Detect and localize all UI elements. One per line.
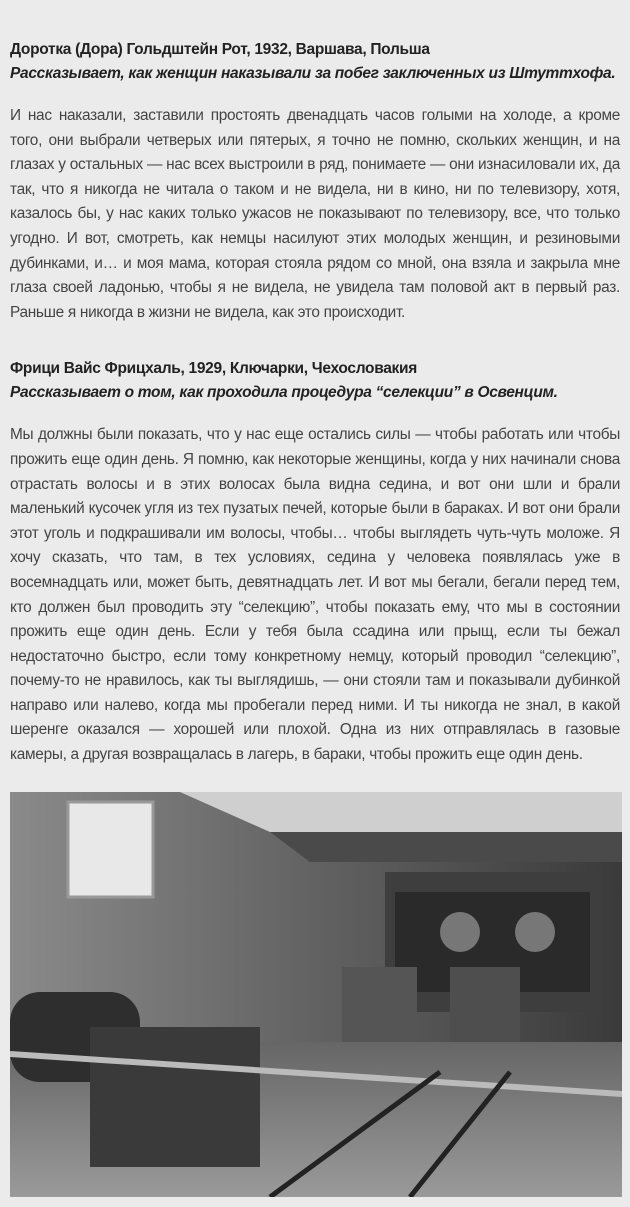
testimony-name: Доротка (Дора) Гольдштейн Рот, 1932, Варшава, Польша xyxy=(10,41,430,58)
testimony-name: Фрици Вайс Фрицхаль, 1929, Ключарки, Чехословакия xyxy=(10,360,417,378)
testimony-text: Мы должны были показать, что у нас еще остались силы — чтобы работать или чтобы прожить еще один день. Я помню, как некоторые женщины, когда у них начинали снова отрастать волосы и в этих волосах была видна седина, и вот они шли и брали маленький кусочек угля из тех пузатых печей, которые были в бараках. И вот они брали этот уголь и подкрашивали им волосы, чтобы… чтобы выглядеть чуть-чуть моложе. Я хочу сказать, что там, в тех условиях, седина у человека появлялась уже в восемнадцать или, может быть, девятнадцать лет. И вот мы бегали, бегали перед тем, кто должен был проводить эту “селекцию”, чтобы показать ему, что мы в состоянии прожить еще один день. Если у тебя была ссадина или прыщ, если ты бежал недостаточно быстро, если тому конкретному немцу, который проводил “селекцию”, почему-то не нравилось, как ты выглядишь, — они стояли там и показывали дубинкой направо или налево, когда мы пробегали перед ними. И ты никогда не знал, в какой шеренге оказался — хорошей или плохой. Одна из них отправлялась в газовые камеры, а другая возвращалась в лагерь, в бараки, чтобы прожить еще один день. xyxy=(10,426,620,764)
testimony-subtitle: Рассказывает о том, как проходила процедура “селекции” в Освенцим. xyxy=(10,384,558,402)
crematorium-photo xyxy=(10,792,622,1197)
testimony-text: И нас наказали, заставили простоять двенадцать часов голыми на холоде, а кроме того, они выбрали четверых или пятерых, я точно не помню, скольких женщин, и на глазах у остальных — нас всех выстроили в ряд, понимаете — они изнасиловали их, да так, что я никогда не читала о таком и не видела, ни в кино, ни по телевизору, хотя, казалось бы, у нас каких только ужасов не показывают по телевизору, все, что только угодно. И вот, смотреть, как немцы насилуют этих молодых женщин, и резиновыми дубинками, и… и моя мама, которая стояла рядом со мной, она взяла и закрыла мне глаза своей ладонью, чтобы я не видела, не увидела там половой акт в первый раз. Раньше я никогда в жизни не видела, как это происходит. xyxy=(10,107,620,321)
testimony-subtitle: Рассказывает, как женщин наказывали за побег заключенных из Штуттхофа. xyxy=(10,65,616,82)
